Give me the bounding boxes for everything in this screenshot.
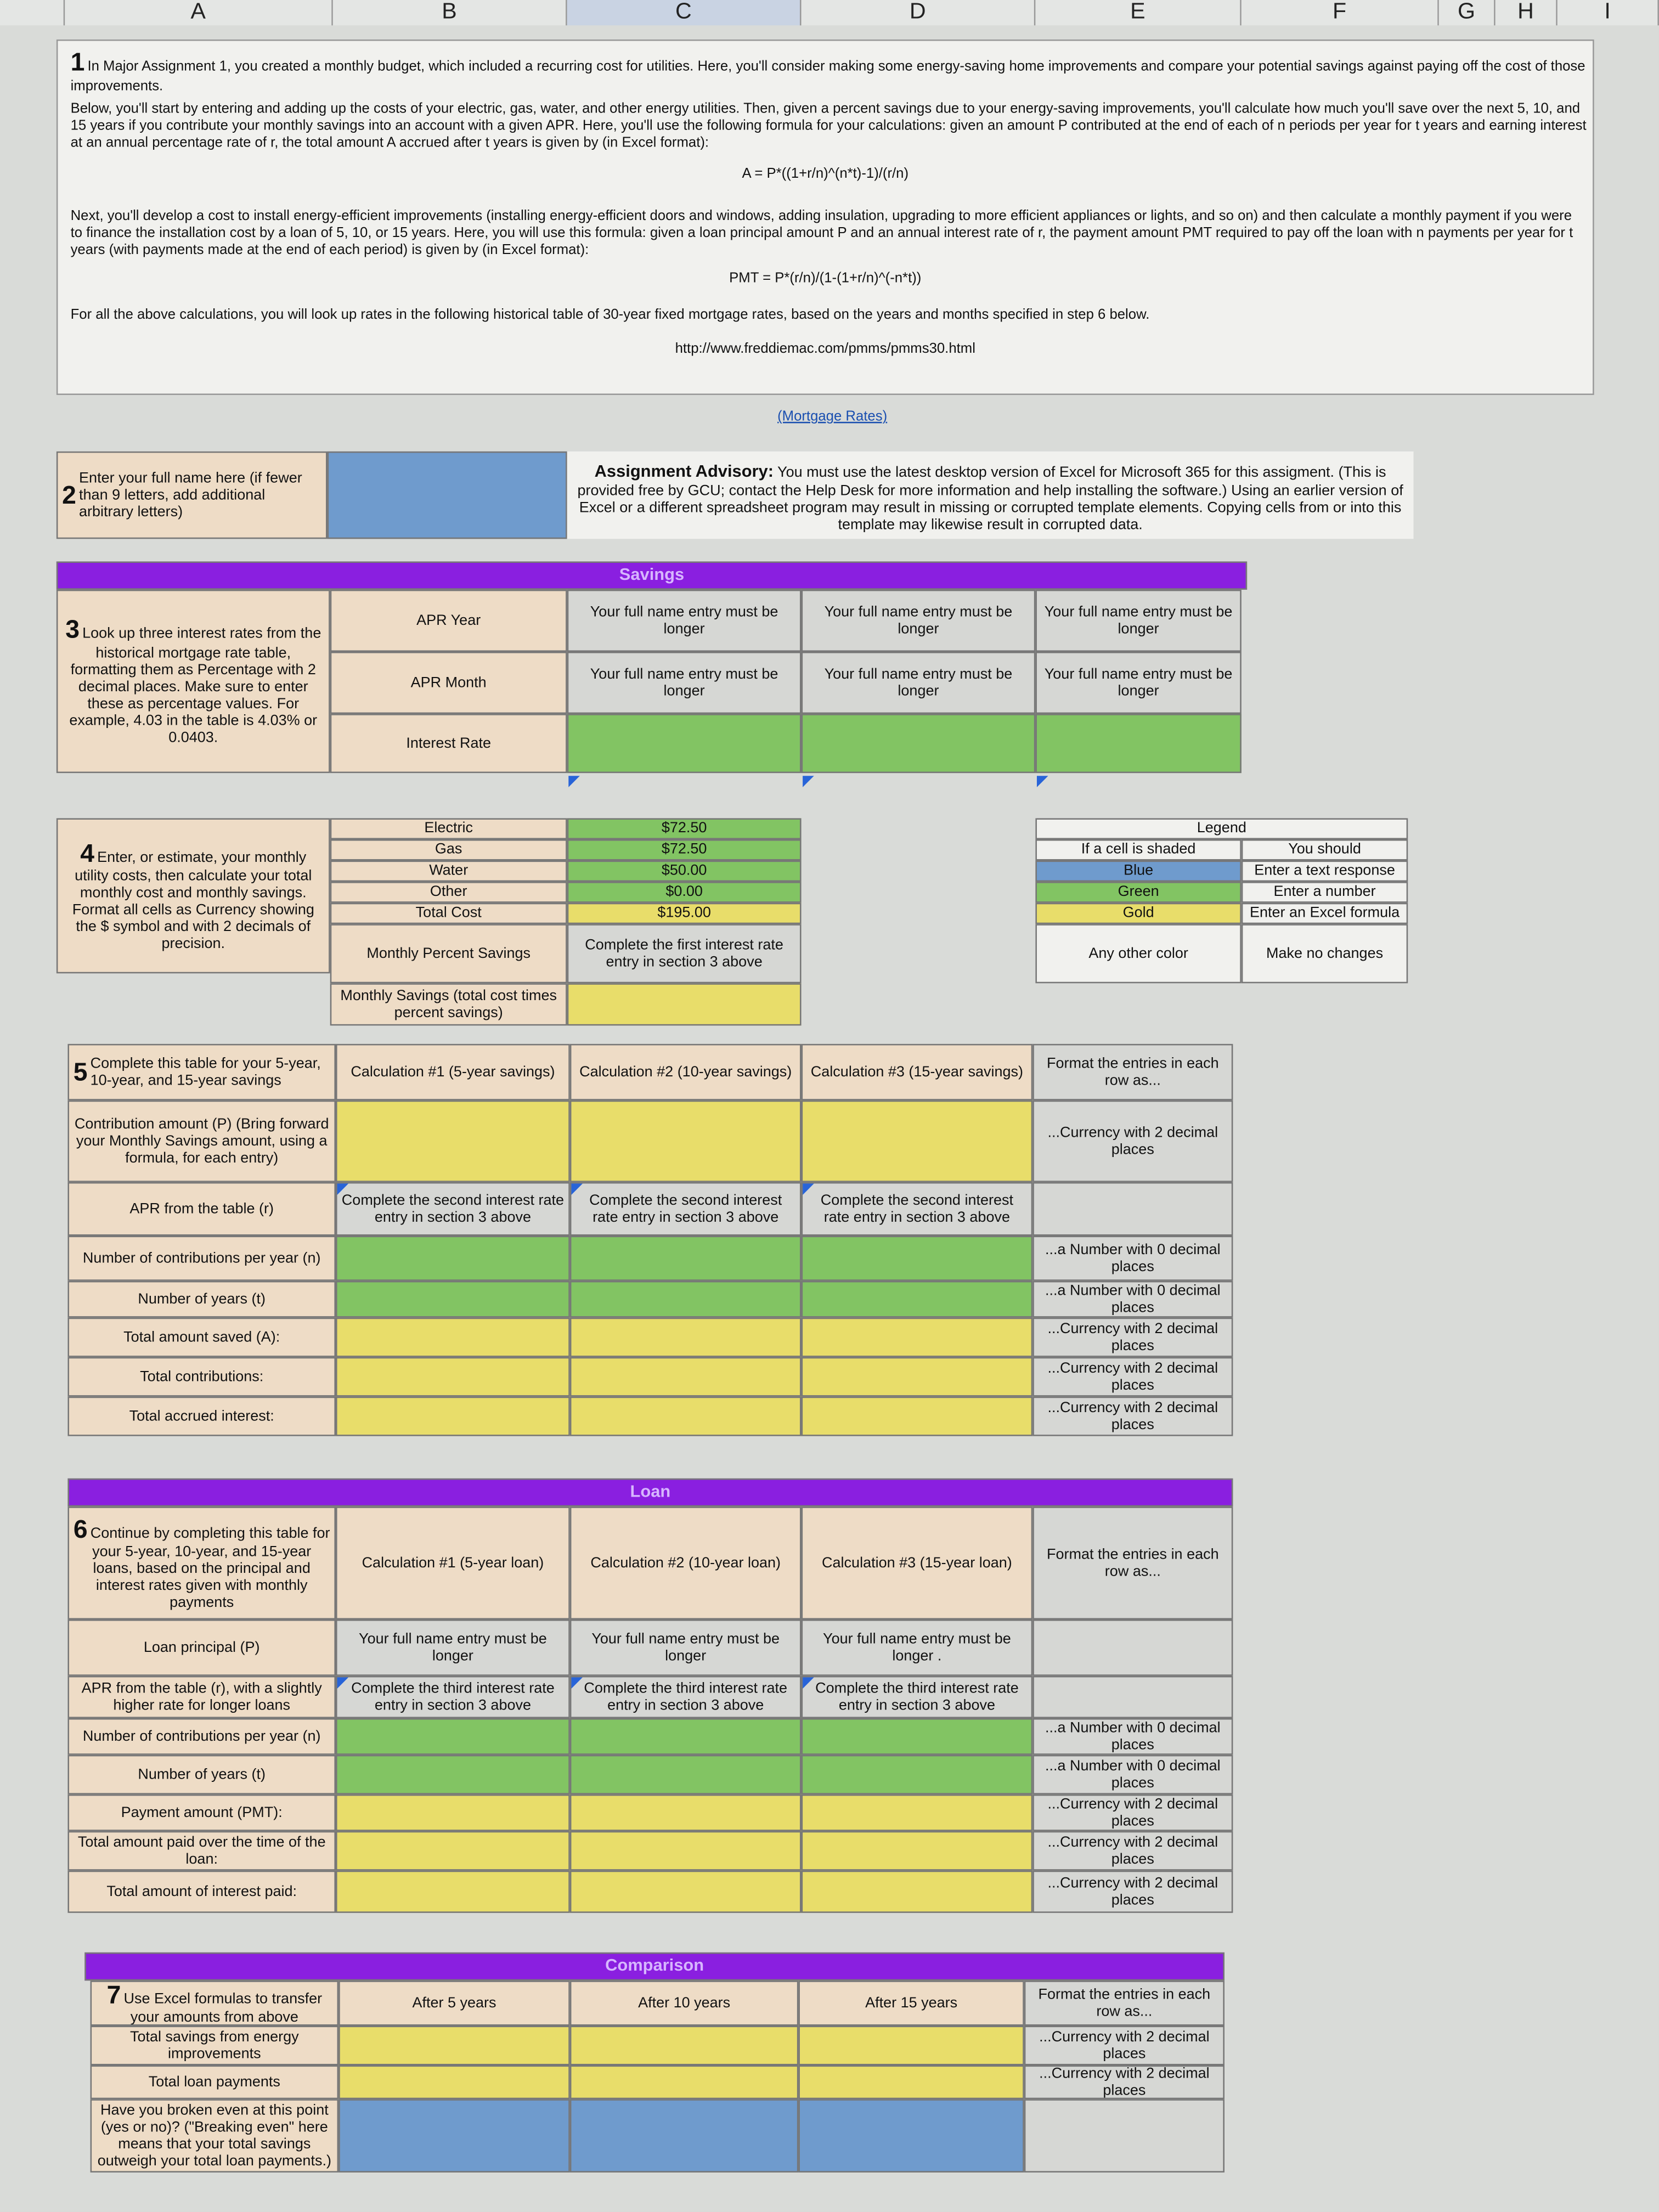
interest-rate-d[interactable] <box>802 714 1036 773</box>
column-header-a[interactable]: A <box>65 0 333 25</box>
apr-r-calc-3[interactable]: Complete the second interest rate entry in section 3 above <box>802 1182 1033 1236</box>
step-4-number: 4 <box>80 838 95 867</box>
contributions-per-year-1[interactable] <box>336 1236 570 1281</box>
step-2-label <box>57 452 328 539</box>
step-3-text: Look up three interest rates from the historical mortgage rate table, formatting them as Percentage with 2 decimal places. Make sure to enter these as percentage values. For example, 4.03 in the table is 4.03% or 0.0403. <box>69 625 321 747</box>
loan-apr-format <box>1032 1676 1233 1718</box>
savings-header: Savings <box>57 561 1247 589</box>
legend-gold-swatch: Gold <box>1035 903 1241 924</box>
interest-paid-format: ...Currency with 2 decimal places <box>1032 1871 1233 1913</box>
interest-paid-2[interactable] <box>570 1871 802 1913</box>
total-cost-label: Total Cost <box>330 903 567 924</box>
comment-marker-icon <box>571 1677 583 1689</box>
column-header-h[interactable]: H <box>1496 0 1558 25</box>
apr-r-label: APR from the table (r) <box>67 1182 336 1236</box>
comparison-header: Comparison <box>84 1953 1224 1980</box>
loan-calc-3-header: Calculation #3 (15-year loan) <box>802 1506 1033 1620</box>
apr-r-calc-1[interactable]: Complete the second interest rate entry in section 3 above <box>336 1182 570 1236</box>
legend-header-should: You should <box>1242 839 1408 861</box>
accrued-interest-format: ...Currency with 2 decimal places <box>1032 1397 1233 1436</box>
total-contributions-label: Total contributions: <box>67 1357 336 1397</box>
total-cost-value[interactable]: $195.00 <box>567 903 802 924</box>
loan-calc-2-header: Calculation #2 (10-year loan) <box>570 1506 802 1620</box>
total-saved-2[interactable] <box>570 1318 802 1357</box>
step-4-text: Enter, or estimate, your monthly utility costs, then calculate your total monthly cost and monthly savings. Format all cells as Currency showing the $ symbol and with 2 decimals of precision. <box>72 848 314 953</box>
years-format: ...a Number with 0 decimal places <box>1032 1281 1233 1318</box>
apr-r-calc-2[interactable]: Complete the second interest rate entry in section 3 above <box>570 1182 802 1236</box>
step-6-number: 6 <box>73 1514 88 1543</box>
advisory-text: You must use the latest desktop version of Excel for Microsoft 365 for this assigment. (This is provided free by GCU; contact the Help Desk for more information and help installing the software.) Using an earlier version of Excel or a different spreadsheet program may result in missing or corrupted template elements. Copying cells from or into this template may likewise result in corrupted data. <box>577 464 1403 533</box>
loan-years-format: ...a Number with 0 decimal places <box>1032 1755 1233 1795</box>
loan-contrib-per-year-format: ...a Number with 0 decimal places <box>1032 1718 1233 1755</box>
payment-amount-2[interactable] <box>570 1795 802 1831</box>
loan-header: Loan <box>67 1479 1233 1506</box>
total-contributions-format: ...Currency with 2 decimal places <box>1032 1357 1233 1397</box>
comment-marker-icon <box>803 1677 814 1689</box>
interest-paid-1[interactable] <box>336 1871 570 1913</box>
legend-green-swatch: Green <box>1035 882 1241 903</box>
total-contributions-2[interactable] <box>570 1357 802 1397</box>
freddiemac-url[interactable]: http://www.freddiemac.com/pmms/pmms30.html <box>675 341 975 357</box>
row-header-corner <box>0 0 65 25</box>
gas-value[interactable]: $72.50 <box>567 839 802 861</box>
total-savings-label: Total savings from energy improvements <box>91 2026 339 2066</box>
intro-p2: Below, you'll start by entering and adding up the costs of your electric, gas, water, and other energy utilities. Then, given a percent savings due to your energy-saving improvements, you'll calculate how much you'll save over the next 5, 10, and 15 years if you contribute your monthly savings into an account with a given APR. Here, you'll use the following formula for your calculations: given an amount P contributed at the end of each of n periods per year for t years and earning interest at an annual percentage rate of r, the total amount A accrued after t years is given by (in Excel format): <box>70 101 1587 151</box>
comment-marker-icon <box>571 1183 583 1195</box>
comment-marker-icon <box>568 776 580 787</box>
apr-month-label: APR Month <box>330 652 567 714</box>
savings-calc-3-header: Calculation #3 (15-year savings) <box>802 1044 1033 1101</box>
years-label: Number of years (t) <box>67 1281 336 1318</box>
total-saved-3[interactable] <box>802 1318 1033 1357</box>
after-10-years-header: After 10 years <box>570 1980 799 2025</box>
column-header-b[interactable]: B <box>333 0 567 25</box>
total-savings-5[interactable] <box>338 2026 570 2066</box>
step-6-text: Continue by completing this table for your 5-year, 10-year, and 15-year loans, based on the principal and interest rates given with monthly payments <box>90 1524 330 1612</box>
total-paid-label: Total amount paid over the time of the loan: <box>67 1831 336 1871</box>
years-3[interactable] <box>802 1281 1033 1318</box>
broken-even-format <box>1024 2099 1224 2172</box>
step-5-label <box>67 1044 336 1101</box>
contributions-per-year-2[interactable] <box>570 1236 802 1281</box>
payment-amount-3[interactable] <box>802 1795 1033 1831</box>
monthly-savings-value[interactable] <box>567 983 802 1025</box>
total-loan-payments-5[interactable] <box>338 2066 570 2100</box>
loan-apr-label: APR from the table (r), with a slightly higher rate for longer loans <box>67 1676 336 1718</box>
loan-principal-label: Loan principal (P) <box>67 1620 336 1676</box>
total-loan-payments-label: Total loan payments <box>91 2066 339 2100</box>
loan-years-2[interactable] <box>570 1755 802 1795</box>
water-label: Water <box>330 861 567 882</box>
intro-p1: In Major Assignment 1, you created a monthly budget, which included a recurring cost for utilities. Here, you'll consider making some energy-saving home improvements and compare your potential savings against paying off the cost of those improvements. <box>70 59 1585 94</box>
loan-principal-2[interactable]: Your full name entry must be longer <box>570 1620 802 1676</box>
step-2-text: Enter your full name here (if fewer than 9 letters, add additional arbitrary letters) <box>79 470 302 521</box>
loan-contrib-per-year-1[interactable] <box>336 1718 570 1755</box>
comment-marker-icon <box>337 1677 349 1689</box>
column-header-g[interactable]: G <box>1439 0 1496 25</box>
loan-principal-format <box>1032 1620 1233 1676</box>
accrued-interest-2[interactable] <box>570 1397 802 1436</box>
loan-contrib-per-year-2[interactable] <box>570 1718 802 1755</box>
total-savings-15[interactable] <box>798 2026 1024 2066</box>
broken-even-label: Have you broken even at this point (yes or no)? ("Breaking even" here means that your total savings outweigh your total loan payments.) <box>91 2099 339 2172</box>
savings-calc-1-header: Calculation #1 (5-year savings) <box>336 1044 570 1101</box>
step-3-number: 3 <box>65 616 80 644</box>
interest-paid-label: Total amount of interest paid: <box>67 1871 336 1913</box>
broken-even-10[interactable] <box>570 2099 799 2172</box>
legend-gold-action: Enter an Excel formula <box>1242 903 1408 924</box>
apr-year-e[interactable]: Your full name entry must be longer <box>1035 590 1241 652</box>
other-value[interactable]: $0.00 <box>567 882 802 903</box>
apr-month-c[interactable]: Your full name entry must be longer <box>567 652 802 714</box>
electric-value[interactable]: $72.50 <box>567 818 802 839</box>
loan-calc-1-header: Calculation #1 (5-year loan) <box>336 1506 570 1620</box>
after-5-years-header: After 5 years <box>338 1980 570 2025</box>
total-paid-1[interactable] <box>336 1831 570 1871</box>
formula-1: A = P*((1+r/n)^(n*t)-1)/(r/n) <box>742 166 909 182</box>
accrued-interest-3[interactable] <box>802 1397 1033 1436</box>
interest-rate-e[interactable] <box>1035 714 1241 773</box>
apr-month-d[interactable]: Your full name entry must be longer <box>802 652 1036 714</box>
payment-amount-format: ...Currency with 2 decimal places <box>1032 1795 1233 1831</box>
step-6-label <box>67 1506 336 1620</box>
comment-marker-icon <box>337 1183 349 1195</box>
total-loan-payments-10[interactable] <box>570 2066 799 2100</box>
loan-principal-1[interactable]: Your full name entry must be longer <box>336 1620 570 1676</box>
gas-label: Gas <box>330 839 567 861</box>
water-value[interactable]: $50.00 <box>567 861 802 882</box>
interest-rate-c[interactable] <box>567 714 802 773</box>
contribution-calc-3[interactable] <box>802 1101 1033 1182</box>
intro-p4: For all the above calculations, you will look up rates in the following historical table of 30-year fixed mortgage rates, based on the years and months specified in step 6 below. <box>70 307 1150 323</box>
column-header-f[interactable]: F <box>1242 0 1439 25</box>
interest-rate-label: Interest Rate <box>330 714 567 773</box>
total-paid-3[interactable] <box>802 1831 1033 1871</box>
total-savings-format: ...Currency with 2 decimal places <box>1024 2026 1224 2066</box>
interest-paid-3[interactable] <box>802 1871 1033 1913</box>
total-paid-2[interactable] <box>570 1831 802 1871</box>
comment-marker-icon <box>803 1183 814 1195</box>
contribution-label: Contribution amount (P) (Bring forward your Monthly Savings amount, using a formula, for each entry) <box>67 1101 336 1182</box>
column-header-c[interactable]: C <box>567 0 802 25</box>
total-savings-10[interactable] <box>570 2026 799 2066</box>
payment-amount-label: Payment amount (PMT): <box>67 1795 336 1831</box>
comparison-format-header: Format the entries in each row as... <box>1024 1980 1224 2025</box>
payment-amount-1[interactable] <box>336 1795 570 1831</box>
step-3-label <box>57 590 330 773</box>
loan-years-label: Number of years (t) <box>67 1755 336 1795</box>
broken-even-5[interactable] <box>338 2099 570 2172</box>
total-saved-1[interactable] <box>336 1318 570 1357</box>
total-loan-payments-format: ...Currency with 2 decimal places <box>1024 2066 1224 2100</box>
accrued-interest-1[interactable] <box>336 1397 570 1436</box>
years-2[interactable] <box>570 1281 802 1318</box>
total-paid-format: ...Currency with 2 decimal places <box>1032 1831 1233 1871</box>
monthly-percent-value[interactable]: Complete the first interest rate entry in section 3 above <box>567 924 802 983</box>
electric-label: Electric <box>330 818 567 839</box>
broken-even-15[interactable] <box>798 2099 1024 2172</box>
loan-apr-2[interactable]: Complete the third interest rate entry in section 3 above <box>570 1676 802 1718</box>
contribution-format: ...Currency with 2 decimal places <box>1032 1101 1233 1182</box>
step-5-number: 5 <box>73 1057 88 1086</box>
loan-years-3[interactable] <box>802 1755 1033 1795</box>
step-7-text: Use Excel formulas to transfer your amounts from above <box>123 1990 323 2026</box>
intro-p3: Next, you'll develop a cost to install energy-efficient improvements (installing energy-efficient doors and windows, adding insulation, upgrading to more efficient appliances or lights, and so on) and then calculate a monthly payment if you were to finance the installation cost by a loan of 5, 10, or 15 years. Here, you will use this formula: given a loan principal amount P and an annual interest rate of r, the payment amount PMT required to pay off the loan with n payments per year for t years (with payments made at the end of each period) is given by (in Excel format): <box>70 208 1573 258</box>
monthly-savings-label: Monthly Savings (total cost times percent savings) <box>330 983 567 1025</box>
column-header-e[interactable]: E <box>1035 0 1241 25</box>
legend-blue-action: Enter a text response <box>1242 861 1408 882</box>
loan-contrib-per-year-3[interactable] <box>802 1718 1033 1755</box>
loan-contrib-per-year-label: Number of contributions per year (n) <box>67 1718 336 1755</box>
step-2-number: 2 <box>62 480 76 509</box>
comment-marker-icon <box>803 776 814 787</box>
total-loan-payments-15[interactable] <box>798 2066 1024 2100</box>
column-header-i[interactable]: I <box>1558 0 1659 25</box>
legend-header-shaded: If a cell is shaded <box>1035 839 1241 861</box>
monthly-percent-label: Monthly Percent Savings <box>330 924 567 983</box>
apr-month-e[interactable]: Your full name entry must be longer <box>1035 652 1241 714</box>
years-1[interactable] <box>336 1281 570 1318</box>
after-15-years-header: After 15 years <box>798 1980 1024 2025</box>
total-contributions-1[interactable] <box>336 1357 570 1397</box>
mortgage-rates-link[interactable]: (Mortgage Rates) <box>777 409 888 425</box>
legend-other-action: Make no changes <box>1242 924 1408 983</box>
loan-format-header: Format the entries in each row as... <box>1032 1506 1233 1620</box>
loan-principal-3[interactable]: Your full name entry must be longer . <box>802 1620 1033 1676</box>
accrued-interest-label: Total accrued interest: <box>67 1397 336 1436</box>
loan-apr-3[interactable]: Complete the third interest rate entry in section 3 above <box>802 1676 1033 1718</box>
step-1-number: 1 <box>70 48 85 76</box>
column-header-d[interactable]: D <box>802 0 1036 25</box>
apr-year-label: APR Year <box>330 590 567 652</box>
advisory-title: Assignment Advisory: <box>594 461 774 481</box>
step-4-label <box>57 818 330 973</box>
total-saved-label: Total amount saved (A): <box>67 1318 336 1357</box>
total-saved-format: ...Currency with 2 decimal places <box>1032 1318 1233 1357</box>
formula-2: PMT = P*(r/n)/(1-(1+r/n)^(-n*t)) <box>729 270 922 286</box>
legend-blue-swatch: Blue <box>1035 861 1241 882</box>
assignment-advisory <box>567 452 1414 539</box>
savings-calc-2-header: Calculation #2 (10-year savings) <box>570 1044 802 1101</box>
step-5-text: Complete this table for your 5-year, 10-year, and 15-year savings <box>90 1055 321 1090</box>
intro-paragraph-1 <box>71 48 1587 95</box>
apr-year-c[interactable]: Your full name entry must be longer <box>567 590 802 652</box>
legend-green-action: Enter a number <box>1242 882 1408 903</box>
contributions-per-year-format: ...a Number with 0 decimal places <box>1032 1236 1233 1281</box>
contribution-calc-1[interactable] <box>336 1101 570 1182</box>
loan-apr-1[interactable]: Complete the third interest rate entry in section 3 above <box>336 1676 570 1718</box>
contributions-per-year-3[interactable] <box>802 1236 1033 1281</box>
legend-other-color: Any other color <box>1035 924 1241 983</box>
other-label: Other <box>330 882 567 903</box>
total-contributions-3[interactable] <box>802 1357 1033 1397</box>
apr-r-format <box>1032 1182 1233 1236</box>
savings-format-header: Format the entries in each row as... <box>1032 1044 1233 1101</box>
apr-year-d[interactable]: Your full name entry must be longer <box>802 590 1036 652</box>
comment-marker-icon <box>1037 776 1048 787</box>
step-7-number: 7 <box>106 1980 121 2008</box>
full-name-input[interactable] <box>328 452 567 539</box>
legend-title: Legend <box>1035 818 1408 839</box>
contribution-calc-2[interactable] <box>570 1101 802 1182</box>
step-7-label <box>91 1980 339 2025</box>
contributions-per-year-label: Number of contributions per year (n) <box>67 1236 336 1281</box>
loan-years-1[interactable] <box>336 1755 570 1795</box>
